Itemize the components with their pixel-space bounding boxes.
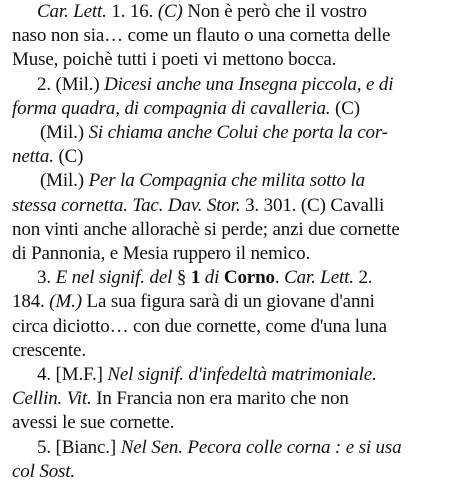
text-segment: Muse, poichè tutti i poeti vi mettono bocca. — [12, 49, 337, 71]
text-segment: 5. [Bianc.] — [37, 436, 121, 458]
text-segment: stessa cornetta. Tac. Dav. Stor. — [12, 194, 241, 216]
text-segment: 4. [M.F.] — [37, 364, 108, 386]
text-segment: Non è però che il vostro — [182, 1, 367, 22]
text-segment: (C) — [157, 1, 183, 22]
text-line — [12, 97, 462, 121]
text-line — [12, 194, 462, 218]
text-segment: E nel signif. del — [55, 267, 173, 289]
text-line — [12, 411, 462, 435]
text-segment: . — [274, 267, 285, 289]
text-segment: (C) — [330, 97, 360, 119]
text-line — [12, 363, 462, 387]
text-segment: Per la Compagnia che milita sotto la — [88, 170, 365, 192]
text-line — [12, 73, 462, 97]
text-segment: 2. (Mil.) — [37, 73, 105, 95]
text-segment: Cellin. Vit. — [12, 388, 92, 410]
text-segment: forma quadra, di compagnia di cavalleria. — [12, 97, 331, 119]
text-segment: naso non sia… come un flauto o una cornetta delle — [12, 25, 391, 47]
text-line — [12, 387, 462, 411]
text-line — [12, 169, 462, 193]
text-line — [12, 460, 462, 484]
text-segment: crescente. — [12, 339, 86, 361]
text-segment: Corno — [223, 267, 275, 289]
text-line — [12, 266, 462, 290]
text-segment: Dicesi anche una Insegna piccola, e di — [104, 73, 394, 95]
text-segment: 3. — [37, 267, 56, 289]
text-segment: (Mil.) — [40, 170, 89, 192]
text-line — [12, 0, 462, 24]
text-segment: 184. — [12, 291, 50, 313]
text-segment: La sua figura sarà di un giovane d'anni — [81, 291, 375, 313]
text-segment: (Mil.) — [40, 122, 89, 144]
text-segment: 2. — [353, 267, 373, 289]
text-line — [12, 436, 462, 460]
text-line — [12, 290, 462, 314]
text-line — [12, 145, 462, 169]
text-segment: avessi le sue cornette. — [12, 412, 175, 434]
text-line — [12, 315, 462, 339]
text-segment: di Pannonia, e Mesia ruppero il nemico. — [12, 243, 311, 265]
text-line — [12, 339, 462, 363]
text-segment: netta. — [12, 146, 54, 168]
text-segment: 1. 16. — [106, 1, 158, 22]
text-line — [12, 218, 462, 242]
text-segment: non vinti anche allorachè si perde; anzi due cornette — [12, 218, 400, 240]
text-segment: Car. Lett. — [284, 267, 354, 289]
text-segment: In Francia non era marito che non — [91, 388, 349, 410]
text-line — [12, 48, 462, 72]
text-line — [12, 121, 462, 145]
text-segment: 1 — [190, 267, 201, 289]
text-segment: di — [200, 267, 224, 289]
text-segment: Si chiama anche Colui che porta la cor- — [88, 122, 388, 144]
text-segment: (M.) — [49, 291, 82, 313]
text-segment: 3. 301. (C) Cavalli — [240, 194, 385, 216]
text-segment: col Sost. — [12, 460, 76, 482]
text-segment: circa diciotto… con due cornette, come d'una luna — [12, 315, 387, 337]
text-segment: § — [172, 267, 191, 289]
text-line — [12, 242, 462, 266]
text-segment: Nel signif. d'infedeltà matrimoniale. — [107, 364, 377, 386]
text-line — [12, 24, 462, 48]
text-segment: Car. Lett. — [37, 1, 107, 22]
text-segment: (C) — [53, 146, 84, 168]
text-segment: Nel Sen. Pecora colle corna : e si usa — [120, 436, 402, 458]
